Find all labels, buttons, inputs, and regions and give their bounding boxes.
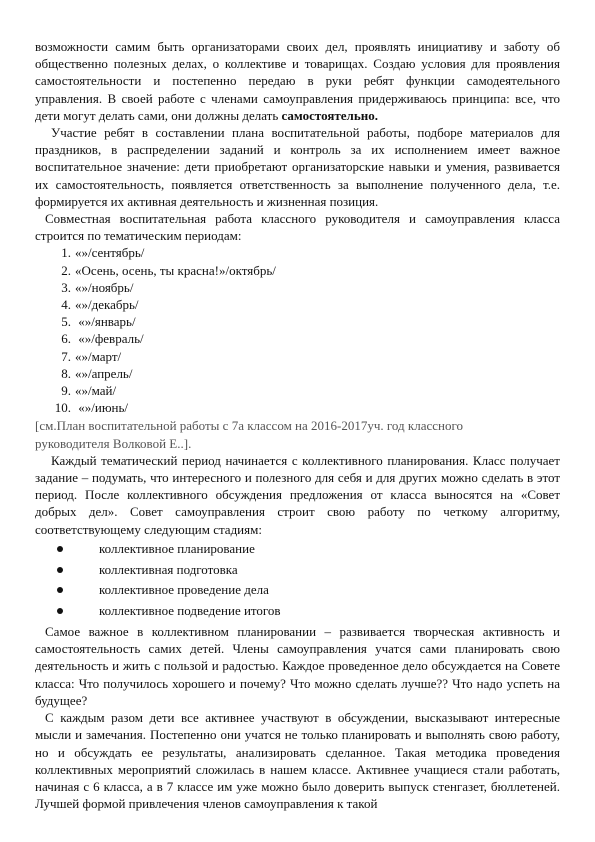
list-item [51, 365, 560, 382]
paragraph-4: Каждый тематический период начинается с коллективного планирования. Класс получает задание – подумать, что интересного и полезного для себя и для других можно сделать в этот период. После коллективного обсуждения предложения от класса выносятся на «Совет добрых дел». Совет самоуправления строит свою работу по четкому алгоритму, соответствующему следующим стадиям: [35, 452, 560, 537]
list-item-number: 1. [61, 245, 71, 261]
list-item [51, 262, 560, 279]
list-item-text: «Осень, осень, ты красна!»/октябрь/ [75, 262, 276, 278]
stages-list [35, 540, 560, 620]
list-item-text: «»/январь/ [75, 314, 136, 330]
citation-line-2: руководителя Волковой Е..]. [35, 435, 192, 451]
list-item-number: 5. [61, 314, 71, 330]
bullet-icon [57, 567, 63, 573]
list-item-number: 7. [61, 348, 71, 364]
list-item-number: 4. [61, 297, 71, 313]
list-item [51, 244, 560, 261]
list-item-number: 8. [61, 365, 71, 381]
paragraph-1-text: возможности самим быть организаторами своих дел, проявлять инициативу и заботу об общественно полезных делах, о коллективе и товарищах. Создаю условия для проявления самостоятельности и постепенно передаю в руки ребят функции самодеятельного управления. В своей работе с членами самоуправления придерживаюсь принципа: все, что дети могут делать сами, они должны делать самостоятельно. [35, 39, 560, 123]
list-item [51, 348, 560, 365]
list-item-text: коллективное подведение итогов [99, 603, 281, 619]
list-item-text: «»/май/ [75, 383, 117, 399]
paragraph-5: Самое важное в коллективном планировании – развивается творческая активность и самостоятельность самих детей. Члены самоуправления учатся сами планировать свою деятельность и жить с пользой и радостью. Каждое проведенное дело обсуждается на Совете класса: Что получилось хорошего и почему? Что можно сделать лучше?? Что надо успеть на будущее? [35, 624, 560, 708]
list-item [35, 540, 560, 557]
list-item [51, 313, 560, 330]
paragraph-1 [35, 38, 560, 124]
paragraph-3: Совместная воспитательная работа классного руководителя и самоуправления класса строится по тематическим периодам: [35, 211, 560, 244]
document-page [35, 38, 560, 812]
list-item-text: «»/апрель/ [75, 365, 133, 381]
list-item-text: коллективная подготовка [99, 561, 238, 577]
bullet-icon [57, 546, 63, 552]
list-item [51, 330, 560, 347]
citation-line-1: [см.План воспитательной работы с 7а классом на 2016-2017уч. год классного [35, 418, 463, 434]
list-item-number: 3. [61, 279, 71, 295]
list-item [51, 399, 560, 416]
list-item-text: «»/сентябрь/ [75, 245, 145, 261]
list-item-text: «»/март/ [75, 348, 122, 364]
list-item-text: коллективное проведение дела [99, 582, 269, 598]
emphasis-text: самостоятельно. [281, 107, 378, 123]
bullet-icon [57, 587, 63, 593]
thematic-periods-list [35, 244, 560, 416]
list-item [51, 382, 560, 399]
list-item-number: 6. [61, 331, 71, 347]
list-item-text: «»/февраль/ [75, 331, 144, 347]
list-item [35, 581, 560, 598]
list-item [35, 561, 560, 578]
paragraph-6: С каждым разом дети все активнее участвуют в обсуждении, высказывают интересные мысли и замечания. Постепенно они учатся не только планировать и выполнять свою работу, но и обсуждать ее результаты, анализировать сделанное. Такая методика проведения коллективных мероприятий сложилась в нашем классе. Активнее учащиеся стали работать, начиная с 6 класса, а в 7 классе им уже можно было доверить выпуск стенгазет, бюллетеней. Лучшей формой привлечения членов самоуправления к такой [35, 710, 560, 812]
list-item-number: 10. [54, 400, 71, 416]
bullet-icon [57, 608, 63, 614]
list-item-text: коллективное планирование [99, 540, 255, 556]
paragraph-2: Участие ребят в составлении плана воспитательной работы, подборе материалов для праздников, в распределении заданий и контроль за их исполнением имеет важное воспитательное значение: дети приобретают организаторские навыки и умения, развивается их самостоятельность, появляется ответственность за выполнение полученного дела, т.е. формируется их активная деятельность и жизненная позиция. [35, 125, 560, 209]
list-item-text: «»/июнь/ [75, 400, 129, 416]
list-item-text: «»/декабрь/ [75, 297, 139, 313]
list-item-number: 9. [61, 383, 71, 399]
list-item-number: 2. [61, 262, 71, 278]
citation [35, 417, 560, 451]
list-item [51, 296, 560, 313]
list-item [35, 602, 560, 619]
list-item-text: «»/ноябрь/ [75, 279, 134, 295]
list-item [51, 279, 560, 296]
